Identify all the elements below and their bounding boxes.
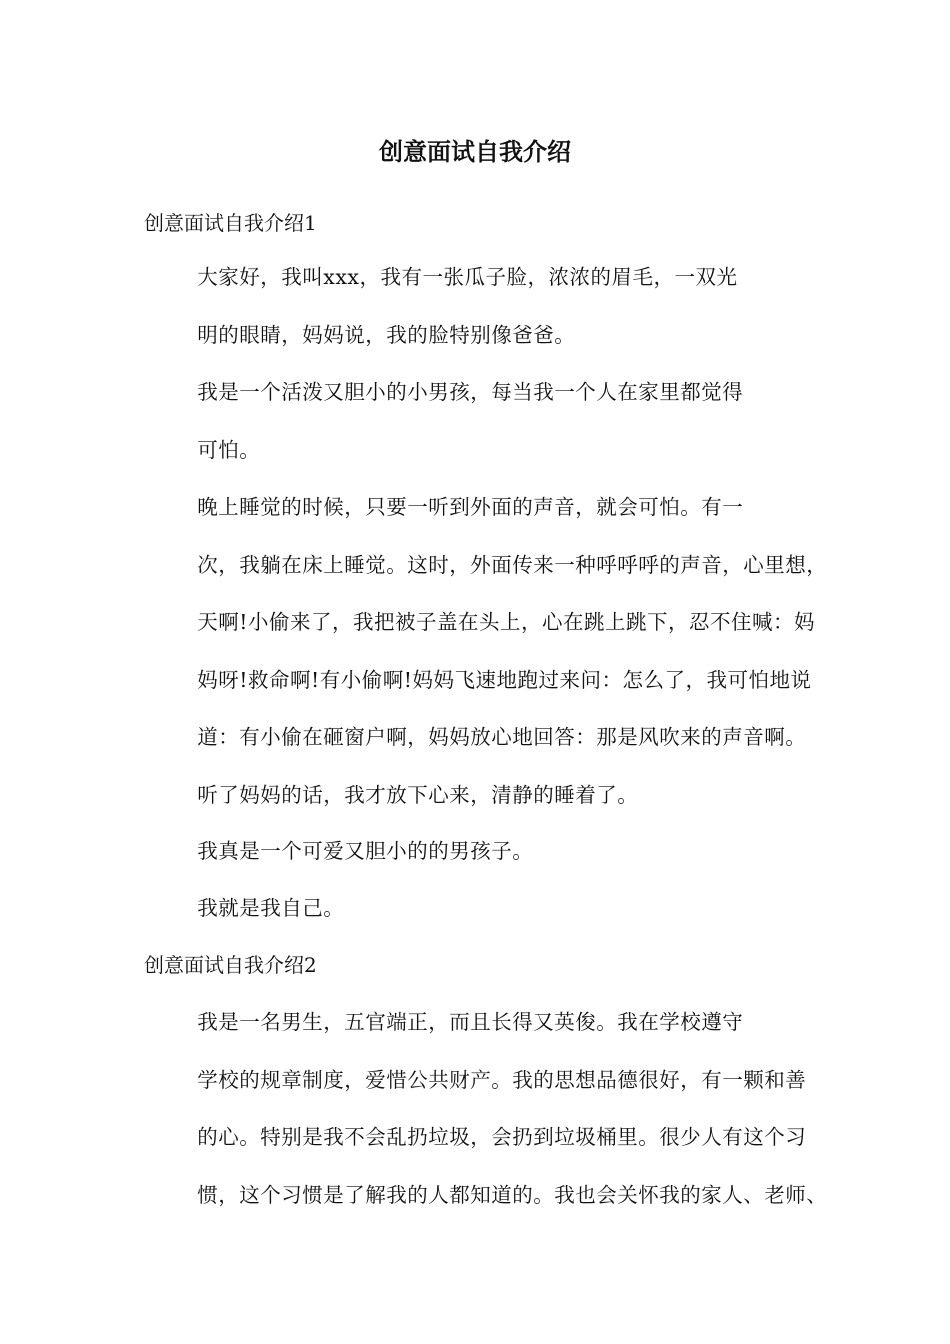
text-line: 学校的规章制度，爱惜公共财产。我的思想品德很好，有一颗和善: [197, 1067, 807, 1092]
text-line: 的心。特别是我不会乱扔垃圾，会扔到垃圾桶里。很少人有这个习: [197, 1125, 807, 1149]
text-line: 我就是我自己。: [197, 896, 345, 920]
paragraph: [144, 479, 828, 824]
text-line: 我真是一个可爱又胆小的的男孩子。: [197, 839, 534, 863]
paragraph: [144, 823, 824, 881]
paragraph: [144, 994, 828, 1224]
text-line: 晚上睡觉的时候，只要一听到外面的声音，就会可怕。有一: [197, 495, 744, 519]
text-line: 我是一名男生，五官端正，而且长得又英俊。我在学校遵守: [197, 1010, 744, 1034]
text-line: 我是一个活泼又胆小的小男孩，每当我一个人在家里都觉得: [197, 380, 744, 404]
paragraph: [144, 880, 824, 938]
text-line: 次，我躺在床上睡觉。这时，外面传来一种呼呼呼的声音，心里想，: [197, 552, 828, 577]
paragraph: [144, 364, 824, 479]
text-line: 听了妈妈的话，我才放下心来，清静的睡着了。: [197, 782, 639, 807]
section-heading-2: 创意面试自我介绍2: [144, 953, 317, 977]
text-line: 惯，这个习惯是了解我的人都知道的。我也会关怀我的家人、老师、: [197, 1182, 828, 1207]
text-line: 大家好，我叫xxx，我有一张瓜子脸，浓浓的眉毛，一双光: [197, 265, 738, 289]
text-line: 天啊!小偷来了，我把被子盖在头上，心在跳上跳下，忍不住喊：妈: [197, 610, 816, 634]
document-title: 创意面试自我介绍: [379, 137, 571, 166]
text-line: 妈呀!救命啊!有小偷啊!妈妈飞速地跑过来问：怎么了，我可怕地说: [197, 667, 812, 692]
text-line: 可怕。: [197, 437, 261, 462]
paragraph: [144, 249, 824, 364]
text-line: 道：有小偷在砸窗户啊，妈妈放心地回答：那是风吹来的声音啊。: [197, 725, 807, 749]
section-heading-1: 创意面试自我介绍1: [144, 211, 317, 235]
text-line: 明的眼睛，妈妈说，我的脸特别像爸爸。: [197, 322, 576, 347]
